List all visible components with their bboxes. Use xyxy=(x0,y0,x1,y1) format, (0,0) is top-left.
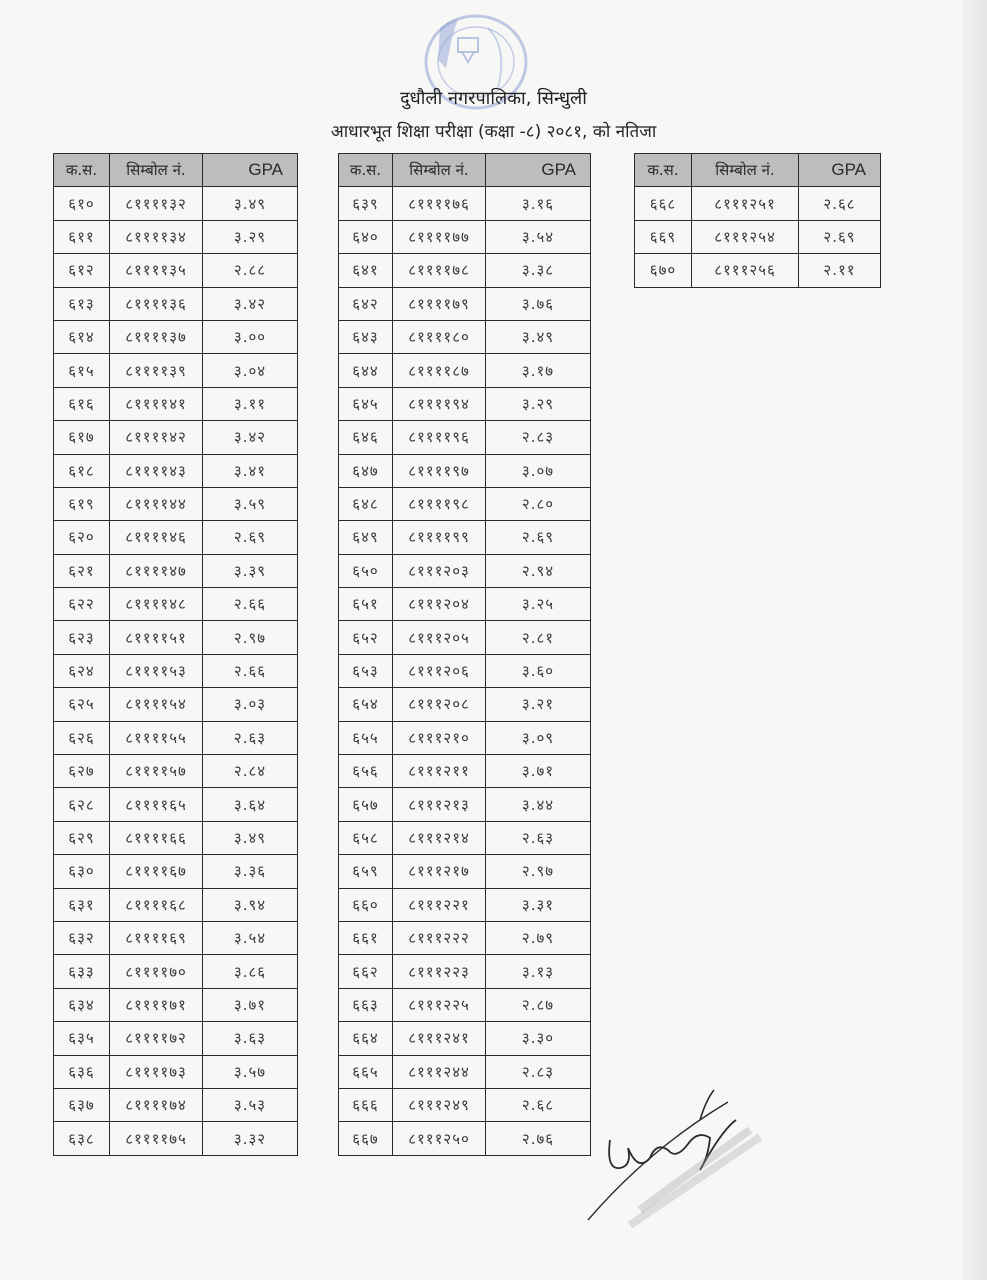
cell-symbol-no: ८१११२५६ xyxy=(692,254,799,287)
cell-gpa: ३.७१ xyxy=(486,755,591,788)
cell-symbol-no: ८११११७६ xyxy=(393,187,486,220)
cell-sn: ६५६ xyxy=(339,755,393,788)
cell-sn: ६६७ xyxy=(339,1122,393,1155)
cell-symbol-no: ८११११५५ xyxy=(110,721,203,754)
cell-gpa: ३.५४ xyxy=(486,220,591,253)
table-row xyxy=(54,888,298,921)
cell-symbol-no: ८११११४२ xyxy=(110,421,203,454)
table-row xyxy=(339,921,591,954)
table-row xyxy=(54,487,298,520)
cell-symbol-no: ८१११२०३ xyxy=(393,554,486,587)
cell-gpa: ३.०९ xyxy=(486,721,591,754)
cell-gpa: ३.३० xyxy=(486,1022,591,1055)
cell-gpa: ३.४४ xyxy=(486,788,591,821)
table-row xyxy=(339,287,591,320)
cell-sn: ६५२ xyxy=(339,621,393,654)
cell-gpa: ३.३६ xyxy=(203,855,298,888)
cell-gpa: ३.४२ xyxy=(203,287,298,320)
table-row xyxy=(54,821,298,854)
table-row xyxy=(339,1055,591,1088)
cell-sn: ६५९ xyxy=(339,855,393,888)
cell-symbol-no: ८११११४१ xyxy=(110,387,203,420)
cell-gpa: २.८१ xyxy=(486,621,591,654)
cell-symbol-no: ८११११७९ xyxy=(393,287,486,320)
cell-symbol-no: ८११११३७ xyxy=(110,320,203,353)
cell-gpa: ३.२१ xyxy=(486,688,591,721)
cell-symbol-no: ८११११६८ xyxy=(110,888,203,921)
cell-gpa: ३.५३ xyxy=(203,1088,298,1121)
cell-gpa: ३.४१ xyxy=(203,454,298,487)
cell-sn: ६६४ xyxy=(339,1022,393,1055)
cell-symbol-no: ८११११९७ xyxy=(393,454,486,487)
cell-sn: ६२७ xyxy=(54,755,110,788)
exam-title: आधारभूत शिक्षा परीक्षा (कक्षा -८) २०८१, को नतिजा xyxy=(330,122,657,142)
table-row xyxy=(339,487,591,520)
cell-symbol-no: ८११११५३ xyxy=(110,654,203,687)
cell-gpa: ३.१३ xyxy=(486,955,591,988)
cell-symbol-no: ८११११४७ xyxy=(110,554,203,587)
table-row xyxy=(54,454,298,487)
table-row xyxy=(339,721,591,754)
cell-sn: ६१५ xyxy=(54,354,110,387)
cell-symbol-no: ८११११८७ xyxy=(393,354,486,387)
cell-gpa: ३.९४ xyxy=(203,888,298,921)
cell-sn: ६३५ xyxy=(54,1022,110,1055)
cell-sn: ६४८ xyxy=(339,487,393,520)
table-row xyxy=(339,1122,591,1155)
table-row xyxy=(339,387,591,420)
cell-sn: ६५७ xyxy=(339,788,393,821)
cell-gpa: ३.११ xyxy=(203,387,298,420)
cell-gpa: २.७९ xyxy=(486,921,591,954)
table-header-row xyxy=(339,154,591,187)
cell-symbol-no: ८१११२५४ xyxy=(692,220,799,253)
cell-gpa: २.६६ xyxy=(203,588,298,621)
cell-symbol-no: ८११११३४ xyxy=(110,220,203,253)
cell-gpa: २.९७ xyxy=(486,855,591,888)
cell-gpa: ३.१६ xyxy=(486,187,591,220)
header-symbol-no: सिम्बोल नं. xyxy=(692,154,799,187)
table-row xyxy=(54,1122,298,1155)
cell-sn: ६२६ xyxy=(54,721,110,754)
table-row xyxy=(339,654,591,687)
cell-sn: ६२९ xyxy=(54,821,110,854)
table-row xyxy=(54,654,298,687)
table-row xyxy=(54,755,298,788)
cell-symbol-no: ८११११६७ xyxy=(110,855,203,888)
table-row xyxy=(54,1088,298,1121)
cell-gpa: २.८४ xyxy=(203,755,298,788)
cell-gpa: ३.२५ xyxy=(486,588,591,621)
table-row xyxy=(54,1022,298,1055)
table-row xyxy=(339,254,591,287)
cell-symbol-no: ८१११२०६ xyxy=(393,654,486,687)
cell-symbol-no: ८११११३६ xyxy=(110,287,203,320)
cell-sn: ६२८ xyxy=(54,788,110,821)
cell-gpa: ३.६३ xyxy=(203,1022,298,1055)
cell-gpa: ३.५४ xyxy=(203,921,298,954)
cell-sn: ६५४ xyxy=(339,688,393,721)
cell-symbol-no: ८११११७७ xyxy=(393,220,486,253)
cell-symbol-no: ८११११४६ xyxy=(110,521,203,554)
cell-sn: ६६६ xyxy=(339,1088,393,1121)
header-gpa: GPA xyxy=(203,154,298,187)
table-row xyxy=(339,588,591,621)
cell-sn: ६३७ xyxy=(54,1088,110,1121)
table-row xyxy=(339,220,591,253)
cell-symbol-no: ८११११६५ xyxy=(110,788,203,821)
table-row xyxy=(339,621,591,654)
cell-symbol-no: ८११११८० xyxy=(393,320,486,353)
cell-symbol-no: ८१११२४९ xyxy=(393,1088,486,1121)
cell-sn: ६४६ xyxy=(339,421,393,454)
cell-symbol-no: ८११११९६ xyxy=(393,421,486,454)
cell-symbol-no: ८१११२२५ xyxy=(393,988,486,1021)
cell-symbol-no: ८१११२५१ xyxy=(692,187,799,220)
cell-gpa: २.६९ xyxy=(486,521,591,554)
cell-gpa: २.६३ xyxy=(486,821,591,854)
header-gpa: GPA xyxy=(799,154,881,187)
results-table-1 xyxy=(53,153,298,1156)
cell-symbol-no: ८११११७० xyxy=(110,955,203,988)
table-row xyxy=(54,521,298,554)
cell-symbol-no: ८१११२१७ xyxy=(393,855,486,888)
cell-symbol-no: ८१११२०४ xyxy=(393,588,486,621)
cell-sn: ६६२ xyxy=(339,955,393,988)
cell-sn: ६२३ xyxy=(54,621,110,654)
cell-sn: ६४० xyxy=(339,220,393,253)
cell-gpa: ३.२९ xyxy=(486,387,591,420)
cell-sn: ६५८ xyxy=(339,821,393,854)
cell-symbol-no: ८१११२१४ xyxy=(393,821,486,854)
cell-sn: ६४४ xyxy=(339,354,393,387)
cell-gpa: २.८० xyxy=(486,487,591,520)
cell-symbol-no: ८११११९४ xyxy=(393,387,486,420)
cell-sn: ६२२ xyxy=(54,588,110,621)
municipality-title: दुधौली नगरपालिका, सिन्धुली xyxy=(400,88,587,109)
cell-sn: ६३८ xyxy=(54,1122,110,1155)
cell-sn: ६३३ xyxy=(54,955,110,988)
cell-gpa: २.८३ xyxy=(486,1055,591,1088)
table-row xyxy=(339,354,591,387)
table-row xyxy=(339,988,591,1021)
cell-sn: ६५० xyxy=(339,554,393,587)
table-row xyxy=(339,855,591,888)
table-row xyxy=(54,1055,298,1088)
cell-symbol-no: ८११११३२ xyxy=(110,187,203,220)
cell-gpa: २.६९ xyxy=(799,220,881,253)
header-symbol-no: सिम्बोल नं. xyxy=(393,154,486,187)
cell-symbol-no: ८११११७४ xyxy=(110,1088,203,1121)
page-edge-shadow xyxy=(963,0,987,1280)
cell-sn: ६१३ xyxy=(54,287,110,320)
cell-sn: ६३६ xyxy=(54,1055,110,1088)
cell-sn: ६४५ xyxy=(339,387,393,420)
cell-sn: ६६१ xyxy=(339,921,393,954)
cell-gpa: २.६३ xyxy=(203,721,298,754)
cell-sn: ६४२ xyxy=(339,287,393,320)
table-row xyxy=(54,287,298,320)
cell-gpa: ३.२९ xyxy=(203,220,298,253)
cell-gpa: २.७६ xyxy=(486,1122,591,1155)
cell-sn: ६३० xyxy=(54,855,110,888)
cell-sn: ६२५ xyxy=(54,688,110,721)
table-row xyxy=(54,921,298,954)
table-header-row xyxy=(635,154,881,187)
table-row xyxy=(54,588,298,621)
table-row xyxy=(54,721,298,754)
cell-gpa: ३.५७ xyxy=(203,1055,298,1088)
table-row xyxy=(339,1088,591,1121)
cell-symbol-no: ८११११५४ xyxy=(110,688,203,721)
cell-symbol-no: ८११११९८ xyxy=(393,487,486,520)
cell-gpa: ३.७६ xyxy=(486,287,591,320)
cell-gpa: ३.०० xyxy=(203,320,298,353)
cell-symbol-no: ८१११२५० xyxy=(393,1122,486,1155)
cell-gpa: ३.०७ xyxy=(486,454,591,487)
cell-symbol-no: ८११११७५ xyxy=(110,1122,203,1155)
table-row xyxy=(339,1022,591,1055)
cell-sn: ६४१ xyxy=(339,254,393,287)
table-row xyxy=(339,320,591,353)
cell-symbol-no: ८१११२१३ xyxy=(393,788,486,821)
cell-gpa: ३.४९ xyxy=(203,821,298,854)
table-row xyxy=(339,788,591,821)
cell-sn: ६६३ xyxy=(339,988,393,1021)
cell-gpa: ३.४९ xyxy=(486,320,591,353)
table-row xyxy=(54,988,298,1021)
table-row xyxy=(339,888,591,921)
table-row xyxy=(339,454,591,487)
cell-gpa: २.९७ xyxy=(203,621,298,654)
results-table-3 xyxy=(634,153,881,288)
cell-sn: ६३९ xyxy=(339,187,393,220)
cell-symbol-no: ८१११२२१ xyxy=(393,888,486,921)
cell-gpa: २.६८ xyxy=(486,1088,591,1121)
cell-gpa: २.८७ xyxy=(486,988,591,1021)
cell-symbol-no: ८११११३५ xyxy=(110,254,203,287)
table-row xyxy=(54,387,298,420)
cell-symbol-no: ८१११२०५ xyxy=(393,621,486,654)
cell-symbol-no: ८१११२१० xyxy=(393,721,486,754)
cell-gpa: ३.०४ xyxy=(203,354,298,387)
cell-sn: ६५३ xyxy=(339,654,393,687)
table-row xyxy=(339,955,591,988)
table-row xyxy=(339,755,591,788)
cell-gpa: ३.४२ xyxy=(203,421,298,454)
table-header-row xyxy=(54,154,298,187)
header-symbol-no: सिम्बोल नं. xyxy=(110,154,203,187)
header-sn: क.स. xyxy=(339,154,393,187)
table-row xyxy=(54,855,298,888)
cell-sn: ६२१ xyxy=(54,554,110,587)
cell-gpa: ३.३९ xyxy=(203,554,298,587)
table-row xyxy=(54,187,298,220)
cell-gpa: ३.३२ xyxy=(203,1122,298,1155)
cell-symbol-no: ८११११६६ xyxy=(110,821,203,854)
cell-sn: ६४७ xyxy=(339,454,393,487)
table-row xyxy=(54,955,298,988)
table-row xyxy=(339,554,591,587)
cell-sn: ६१७ xyxy=(54,421,110,454)
cell-sn: ६५५ xyxy=(339,721,393,754)
table-row xyxy=(339,821,591,854)
cell-gpa: ३.६४ xyxy=(203,788,298,821)
cell-sn: ६२४ xyxy=(54,654,110,687)
table-row xyxy=(54,354,298,387)
cell-symbol-no: ८११११५१ xyxy=(110,621,203,654)
header-sn: क.स. xyxy=(635,154,692,187)
header-gpa: GPA xyxy=(486,154,591,187)
cell-sn: ६६० xyxy=(339,888,393,921)
cell-sn: ६३२ xyxy=(54,921,110,954)
cell-symbol-no: ८११११४३ xyxy=(110,454,203,487)
cell-symbol-no: ८११११७२ xyxy=(110,1022,203,1055)
table-row xyxy=(54,621,298,654)
cell-symbol-no: ८१११२४१ xyxy=(393,1022,486,1055)
cell-gpa: ३.३८ xyxy=(486,254,591,287)
cell-symbol-no: ८१११२०८ xyxy=(393,688,486,721)
table-row xyxy=(54,554,298,587)
cell-sn: ६६८ xyxy=(635,187,692,220)
cell-sn: ६४३ xyxy=(339,320,393,353)
cell-symbol-no: ८१११२२२ xyxy=(393,921,486,954)
cell-symbol-no: ८११११४४ xyxy=(110,487,203,520)
cell-symbol-no: ८११११७८ xyxy=(393,254,486,287)
inspector-signature-stamp xyxy=(580,1080,780,1230)
table-row xyxy=(339,421,591,454)
cell-sn: ६२० xyxy=(54,521,110,554)
table-row xyxy=(339,187,591,220)
cell-sn: ६१६ xyxy=(54,387,110,420)
table-row xyxy=(54,320,298,353)
cell-symbol-no: ८१११२४४ xyxy=(393,1055,486,1088)
table-row xyxy=(54,254,298,287)
cell-gpa: ३.६० xyxy=(486,654,591,687)
cell-gpa: २.११ xyxy=(799,254,881,287)
table-row xyxy=(635,254,881,287)
table-row xyxy=(339,688,591,721)
table-row xyxy=(635,187,881,220)
header-sn: क.स. xyxy=(54,154,110,187)
cell-symbol-no: ८१११२२३ xyxy=(393,955,486,988)
cell-gpa: ३.७१ xyxy=(203,988,298,1021)
cell-symbol-no: ८११११३९ xyxy=(110,354,203,387)
cell-gpa: ३.१७ xyxy=(486,354,591,387)
cell-gpa: ३.५९ xyxy=(203,487,298,520)
cell-sn: ६६९ xyxy=(635,220,692,253)
cell-sn: ६७० xyxy=(635,254,692,287)
cell-sn: ६१४ xyxy=(54,320,110,353)
table-row xyxy=(339,521,591,554)
cell-sn: ६१२ xyxy=(54,254,110,287)
table-row xyxy=(54,421,298,454)
cell-gpa: ३.४९ xyxy=(203,187,298,220)
cell-gpa: २.९४ xyxy=(486,554,591,587)
cell-gpa: ३.३१ xyxy=(486,888,591,921)
cell-gpa: ३.०३ xyxy=(203,688,298,721)
cell-symbol-no: ८११११६९ xyxy=(110,921,203,954)
table-row xyxy=(54,788,298,821)
cell-sn: ६१९ xyxy=(54,487,110,520)
cell-gpa: २.६६ xyxy=(203,654,298,687)
cell-symbol-no: ८११११७१ xyxy=(110,988,203,1021)
cell-sn: ६११ xyxy=(54,220,110,253)
cell-symbol-no: ८११११५७ xyxy=(110,755,203,788)
cell-symbol-no: ८११११९९ xyxy=(393,521,486,554)
cell-gpa: २.८८ xyxy=(203,254,298,287)
cell-sn: ६१८ xyxy=(54,454,110,487)
cell-sn: ६५१ xyxy=(339,588,393,621)
table-row xyxy=(54,220,298,253)
cell-symbol-no: ८११११७३ xyxy=(110,1055,203,1088)
results-table-2 xyxy=(338,153,591,1156)
cell-gpa: २.६८ xyxy=(799,187,881,220)
cell-sn: ६१० xyxy=(54,187,110,220)
cell-gpa: २.६९ xyxy=(203,521,298,554)
cell-gpa: ३.८६ xyxy=(203,955,298,988)
cell-symbol-no: ८११११४८ xyxy=(110,588,203,621)
cell-sn: ६६५ xyxy=(339,1055,393,1088)
cell-sn: ६३४ xyxy=(54,988,110,1021)
cell-sn: ६४९ xyxy=(339,521,393,554)
cell-gpa: २.८३ xyxy=(486,421,591,454)
cell-symbol-no: ८१११२११ xyxy=(393,755,486,788)
cell-sn: ६३१ xyxy=(54,888,110,921)
table-row xyxy=(635,220,881,253)
table-row xyxy=(54,688,298,721)
